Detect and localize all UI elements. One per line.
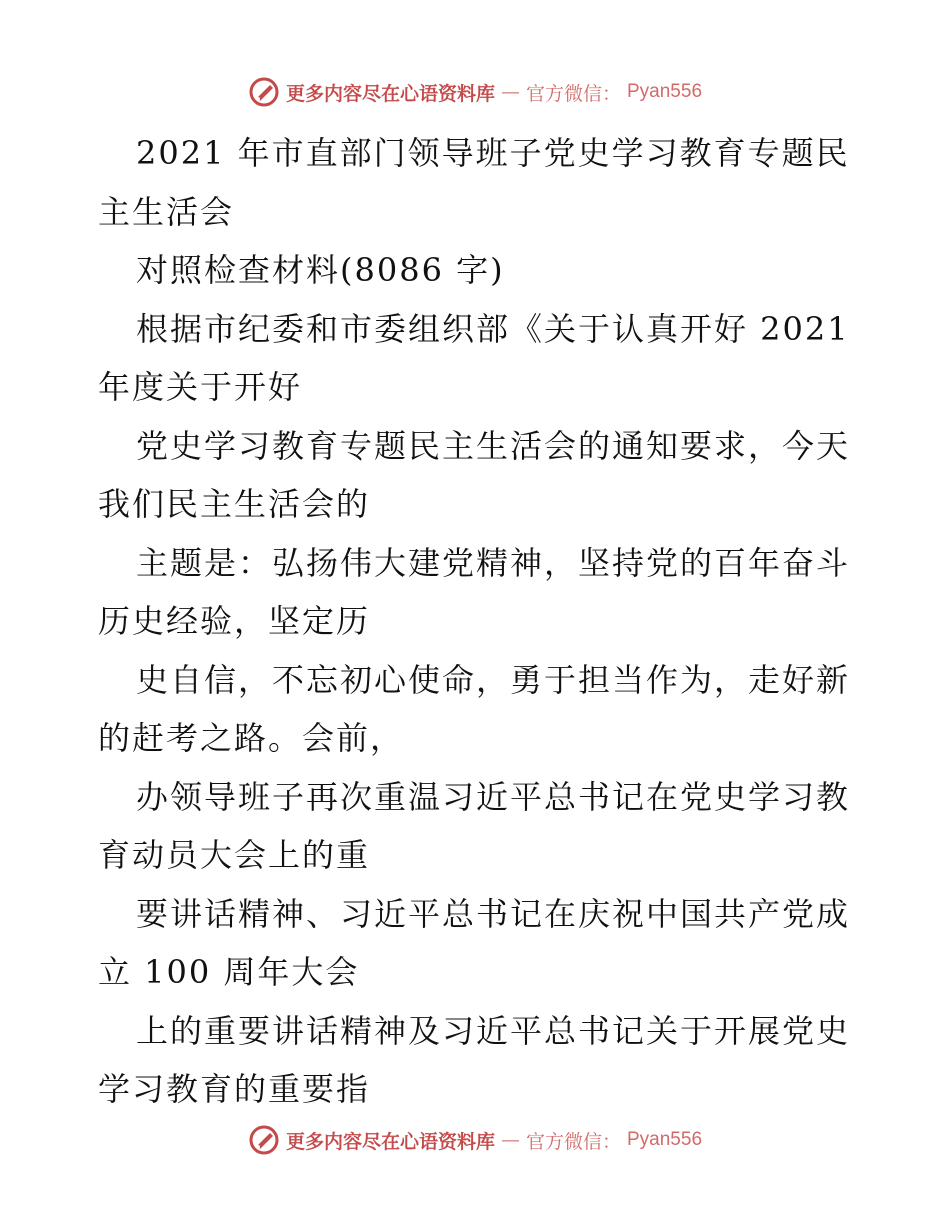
watermark-wechat-id: Pyan556 (627, 81, 703, 102)
watermark-official-label: 官方微信： (525, 1130, 621, 1153)
library-logo-icon (248, 76, 280, 108)
text-line: 根据市纪委和市委组织部《关于认真开好 2021 (136, 309, 850, 348)
text-line: 历史经验，坚定历 (98, 602, 371, 640)
text-line: 要讲话精神、习近平总书记在庆祝中国共产党成 (136, 894, 851, 933)
text-line: 对照检查材料(8086 字) (136, 251, 505, 289)
text-line: 办领导班子再次重温习近平总书记在党史学习教 (136, 777, 851, 816)
text-line: 立 100 周年大会 (98, 953, 360, 991)
header-watermark (0, 72, 950, 112)
footer-watermark (0, 1120, 950, 1160)
watermark-separator: — (500, 81, 520, 103)
text-line: 学习教育的重要指 (98, 1070, 371, 1108)
watermark-wechat-id: Pyan556 (627, 1129, 703, 1150)
text-line: 主生活会 (98, 192, 235, 231)
text-line: 年度关于开好 (98, 368, 303, 406)
text-line: 2021 年市直部门领导班子党史学习教育专题民 (136, 134, 850, 172)
library-logo-icon (248, 1124, 280, 1156)
text-line: 上的重要讲话精神及习近平总书记关于开展党史 (136, 1011, 851, 1050)
text-line: 我们民主生活会的 (98, 485, 371, 523)
watermark-site-text: 更多内容尽在心语资料库 (285, 1130, 495, 1153)
watermark-official-label: 官方微信： (525, 82, 621, 105)
document-body (98, 124, 858, 1119)
text-line: 史自信，不忘初心使命，勇于担当作为，走好新 (136, 660, 851, 699)
text-line: 的赶考之路。会前， (98, 719, 405, 757)
watermark-site-text: 更多内容尽在心语资料库 (285, 82, 495, 105)
watermark-separator: — (500, 1129, 520, 1151)
text-line: 主题是：弘扬伟大建党精神，坚持党的百年奋斗 (136, 543, 851, 582)
text-line: 育动员大会上的重 (98, 836, 371, 874)
text-line: 党史学习教育专题民主生活会的通知要求，今天 (136, 426, 851, 465)
